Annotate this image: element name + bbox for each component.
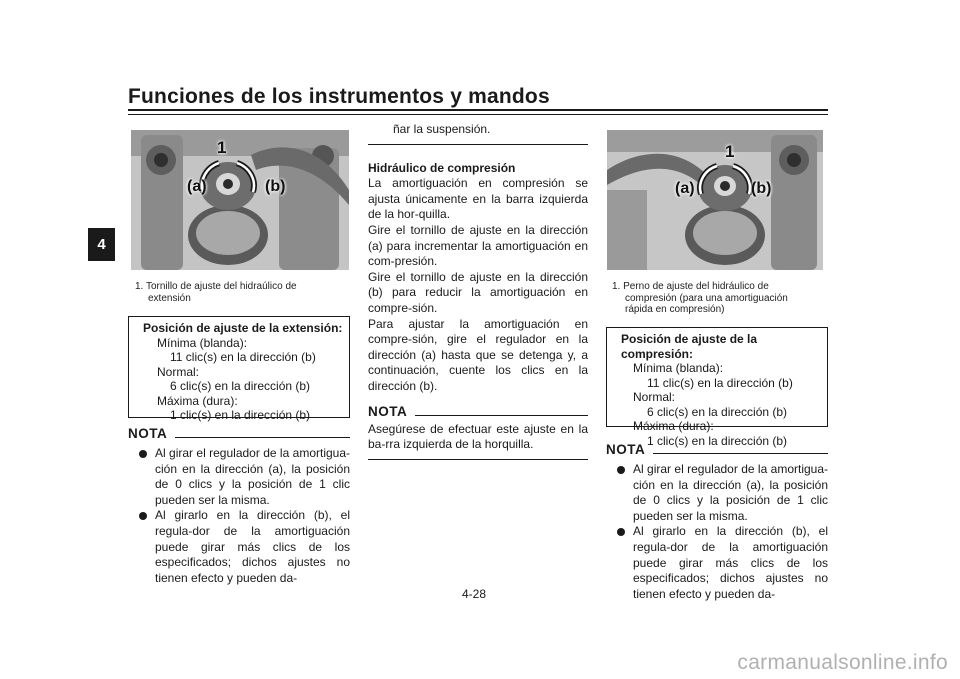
- nota-heading: NOTA: [368, 404, 588, 419]
- fork-top-illustration: [607, 130, 823, 270]
- header-rule: [128, 109, 828, 111]
- callout-a: (a): [675, 180, 695, 197]
- photo-caption: 1. Perno de ajuste del hidráulico de compresión (para una amortiguación rápida en compresión): [612, 281, 788, 315]
- spec-min-value: 11 clic(s) en la dirección (b): [647, 375, 793, 390]
- spec-max-label: Máxima (dura):: [633, 419, 714, 433]
- paragraph: La amortiguación en compresión se ajusta únicamente en la barra izquierda de la hor-quilla.: [368, 176, 588, 222]
- spec-title: Posición de ajuste de la extensión:: [143, 321, 343, 335]
- spec-box-extension: [128, 316, 350, 422]
- paragraph: Para ajustar la amortiguación en compre-sión, gire el regulador en la dirección (a) hasta que se detenga y, a continuación, cuente los clics en la dirección (b).: [368, 316, 588, 393]
- nota-heading: NOTA: [128, 426, 350, 441]
- watermark: carmanualsonline.info: [737, 651, 948, 674]
- spec-title: Posición de ajuste de la compresión:: [621, 332, 758, 361]
- spec-normal-value: 6 clic(s) en la dirección (b): [170, 379, 311, 393]
- nota-section-right: [606, 442, 828, 602]
- paragraph: Gire el tornillo de ajuste en la dirección (b) para reducir la amortiguación en compre-sión.: [368, 269, 588, 315]
- compression-adjuster-photo: [607, 130, 823, 270]
- spec-box-compression: [606, 327, 828, 448]
- callout-b: (b): [265, 178, 286, 195]
- spec-min-label: Mínima (blanda):: [633, 361, 724, 375]
- photo-caption: 1. Tornillo de ajuste del hidraúlico de extensión: [135, 281, 297, 304]
- spec-normal-label: Normal:: [157, 364, 200, 379]
- continuation-text: ñar la suspensión.: [393, 122, 491, 136]
- nota-text: Asegúrese de efectuar este ajuste en la ba-rra izquierda de la horquilla.: [368, 421, 588, 452]
- spec-max-label: Máxima (dura):: [157, 393, 238, 408]
- spec-min-value: 11 clic(s) en la dirección (b): [170, 350, 316, 364]
- section-rule: [368, 144, 588, 145]
- page-number: 4-28: [462, 587, 487, 601]
- header-rule-thin: [128, 114, 828, 115]
- extension-adjuster-photo: [131, 130, 349, 270]
- nota-bullet: Al girar el regulador de la amortigua-ción en la dirección (a), la posición de 0 clics y la posición de 1 clic pueden ser la misma.: [138, 446, 350, 508]
- nota-bullet: Al girarlo en la dirección (b), el regula-dor de la amortiguación puede girar más clics de los especificados; dichos ajustes no tienen efecto y pueden da-: [616, 524, 828, 602]
- callout-b: (b): [751, 180, 772, 197]
- page-title: Funciones de los instrumentos y mandos: [128, 85, 550, 108]
- spec-normal-value: 6 clic(s) en la dirección (b): [647, 404, 788, 419]
- middle-column: [368, 122, 588, 460]
- nota-bullet: Al girar el regulador de la amortigua-ción en la dirección (a), la posición de 0 clics y la posición de 1 clic pueden ser la misma.: [616, 462, 828, 524]
- callout-1: 1: [217, 138, 227, 157]
- subheading: Hidráulico de compresión: [368, 160, 516, 175]
- nota-end-rule: [368, 459, 588, 460]
- spec-max-value: 1 clic(s) en la dirección (b): [647, 433, 788, 448]
- callout-1: 1: [725, 142, 735, 161]
- spec-normal-label: Normal:: [633, 390, 676, 404]
- spec-min-label: Mínima (blanda):: [157, 335, 248, 350]
- nota-heading: NOTA: [606, 442, 828, 457]
- nota-section-left: [128, 426, 350, 586]
- spec-max-value: 1 clic(s) en la dirección (b): [170, 408, 311, 422]
- fork-top-illustration: [131, 130, 349, 270]
- chapter-tab: 4: [88, 228, 115, 261]
- callout-a: (a): [187, 178, 207, 195]
- nota-bullet: Al girarlo en la dirección (b), el regula-dor de la amortiguación puede girar más clics de los especificados; dichos ajustes no tienen efecto y pueden da-: [138, 508, 350, 586]
- paragraph: Gire el tornillo de ajuste en la dirección (a) para incrementar la amortiguación en com-presión.: [368, 222, 588, 269]
